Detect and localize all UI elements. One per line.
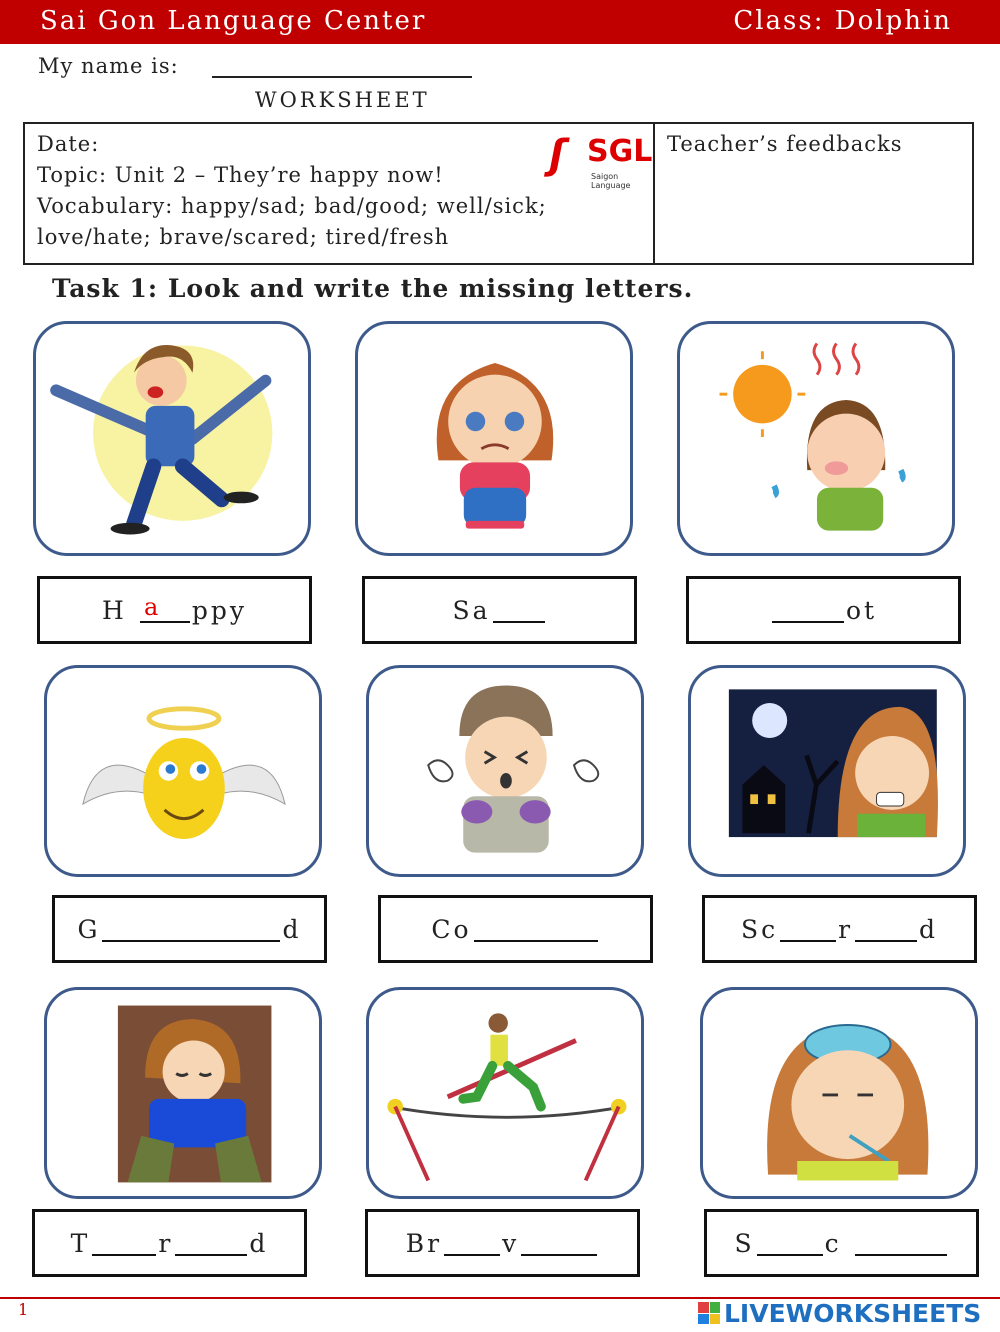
answer-blank[interactable] xyxy=(175,1230,247,1256)
answer-blank[interactable] xyxy=(772,597,844,623)
card-scared xyxy=(688,665,966,877)
card-hot xyxy=(677,321,955,556)
answer-middle: r xyxy=(158,1228,174,1258)
answer-suffix: d xyxy=(919,914,939,944)
answer-blank[interactable] xyxy=(521,1230,597,1256)
answer-box-8[interactable] xyxy=(365,1209,640,1277)
answer-text-8 xyxy=(368,1212,637,1274)
answer-prefix: H xyxy=(102,595,127,625)
answer-text-1 xyxy=(40,579,309,641)
liveworksheets-text: LIVEWORKSHEETS xyxy=(724,1298,982,1328)
sgl-logo xyxy=(549,132,653,190)
card-sick xyxy=(700,987,978,1199)
happy-boy-icon xyxy=(36,324,308,553)
answer-middle: v xyxy=(502,1228,520,1258)
answer-middle: c xyxy=(824,1228,842,1258)
card-tired xyxy=(44,987,322,1199)
vocab-line-2: love/hate; brave/scared; tired/fresh xyxy=(37,225,450,249)
answer-blank[interactable] xyxy=(444,1230,500,1256)
name-input-line[interactable] xyxy=(212,76,472,78)
card-sad xyxy=(355,321,633,556)
answer-middle: r xyxy=(838,914,854,944)
class-label: Class: Dolphin xyxy=(733,6,952,36)
answer-blank[interactable] xyxy=(102,916,280,942)
answer-text-2 xyxy=(365,579,634,641)
task-instruction: Task 1: Look and write the missing letters. xyxy=(52,274,694,303)
answer-blank[interactable] xyxy=(757,1230,823,1256)
answer-suffix: ot xyxy=(845,595,878,625)
info-table xyxy=(23,122,974,265)
answer-box-1[interactable] xyxy=(37,576,312,644)
liveworksheets-logo[interactable] xyxy=(698,1298,981,1328)
answer-prefix: T xyxy=(70,1228,91,1258)
angel-face-icon xyxy=(47,668,319,874)
answer-text-4 xyxy=(55,898,324,960)
logo-swirl-icon: ʃ xyxy=(549,132,566,178)
answer-box-6[interactable] xyxy=(702,895,977,963)
filled-answer: a xyxy=(144,593,159,621)
answer-suffix: d xyxy=(249,1228,269,1258)
answer-box-3[interactable] xyxy=(686,576,961,644)
answer-blank[interactable] xyxy=(92,1230,156,1256)
cold-man-icon xyxy=(369,668,641,874)
logo-text: SGL xyxy=(587,134,653,169)
answer-suffix: d xyxy=(282,914,302,944)
answer-box-2[interactable] xyxy=(362,576,637,644)
vocab-line-1: Vocabulary: happy/sad; bad/good; well/sick; xyxy=(37,194,547,218)
date-label: Date: xyxy=(37,132,100,156)
answer-text-5 xyxy=(381,898,650,960)
name-label: My name is: xyxy=(38,54,179,78)
answer-blank[interactable] xyxy=(855,1230,947,1256)
topic-text: Topic: Unit 2 – They’re happy now! xyxy=(37,163,444,187)
answer-text-6 xyxy=(705,898,974,960)
answer-box-4[interactable] xyxy=(52,895,327,963)
answer-prefix: Co xyxy=(431,914,472,944)
sad-girl-icon xyxy=(358,324,630,553)
answer-blank[interactable] xyxy=(855,916,917,942)
answer-box-9[interactable] xyxy=(704,1209,979,1277)
answer-box-7[interactable] xyxy=(32,1209,307,1277)
card-cold xyxy=(366,665,644,877)
tired-boy-icon xyxy=(47,990,319,1196)
teacher-feedback-label: Teacher’s feedbacks xyxy=(667,132,903,156)
answer-prefix: S xyxy=(734,1228,755,1258)
header-bar xyxy=(0,0,1000,44)
answer-prefix: G xyxy=(77,914,101,944)
school-name: Sai Gon Language Center xyxy=(40,6,427,36)
answer-suffix: ppy xyxy=(191,595,247,625)
answer-prefix: Sa xyxy=(452,595,491,625)
answer-text-9 xyxy=(707,1212,976,1274)
answer-prefix: Br xyxy=(405,1228,443,1258)
info-left-cell xyxy=(25,124,655,263)
sick-girl-icon xyxy=(703,990,975,1196)
hot-boy-icon xyxy=(680,324,952,553)
answer-box-5[interactable] xyxy=(378,895,653,963)
liveworksheets-icon xyxy=(698,1302,720,1324)
page-number: 1 xyxy=(18,1300,29,1319)
brave-man-icon xyxy=(369,990,641,1196)
answer-text-7 xyxy=(35,1212,304,1274)
answer-blank[interactable] xyxy=(474,916,598,942)
answer-blank[interactable] xyxy=(780,916,836,942)
answer-prefix: Sc xyxy=(740,914,779,944)
card-brave xyxy=(366,987,644,1199)
logo-subtitle: Saigon Language xyxy=(591,172,631,190)
scared-girl-icon xyxy=(691,668,963,874)
card-happy xyxy=(33,321,311,556)
worksheet-title: WORKSHEET xyxy=(255,88,430,112)
answer-text-3 xyxy=(689,579,958,641)
card-good xyxy=(44,665,322,877)
answer-blank[interactable] xyxy=(493,597,545,623)
